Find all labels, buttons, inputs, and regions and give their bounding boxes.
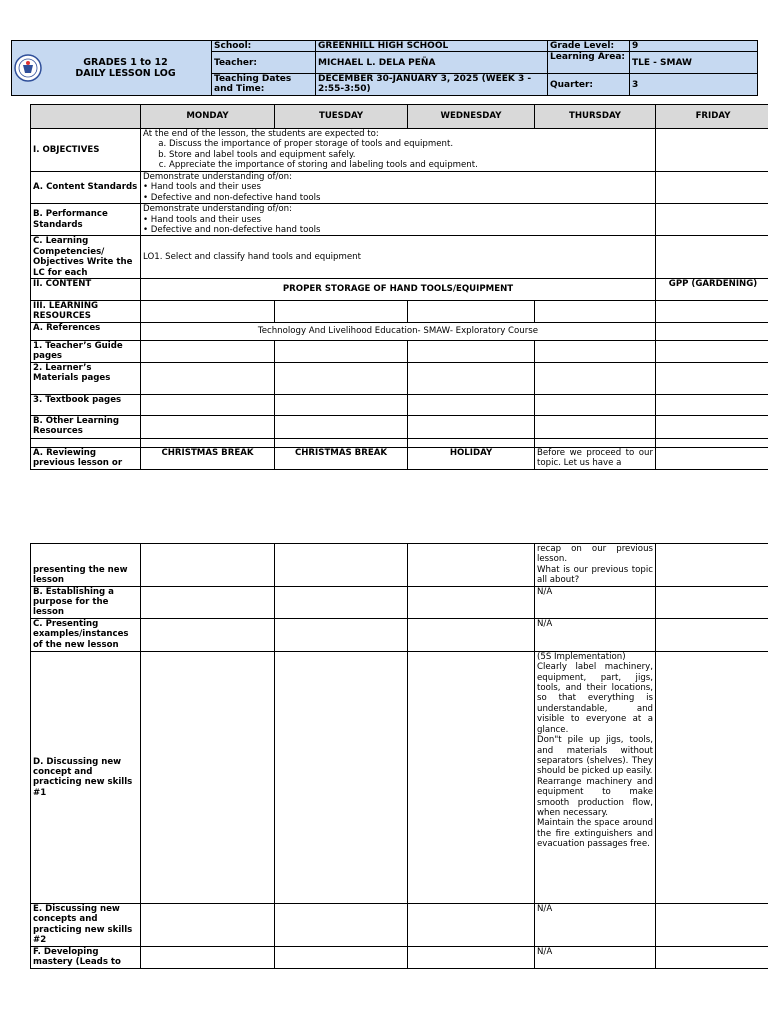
objective-item: b. Store and label tools and equipment safely. xyxy=(169,150,653,160)
empty-cell xyxy=(656,394,768,415)
objectives-label: I. OBJECTIVES xyxy=(31,129,141,172)
empty-cell xyxy=(275,903,408,946)
teachers-guide-label: 1. Teacher’s Guide pages xyxy=(31,340,141,362)
empty-cell xyxy=(656,447,768,469)
fives-item: Rearrange machinery and equipment to make smooth production flow, when necessary. xyxy=(537,776,653,818)
reviewing-monday: CHRISTMAS BREAK xyxy=(141,447,275,469)
empty-cell xyxy=(275,362,408,394)
spacer-cell xyxy=(408,438,535,447)
recap-question: What is our previous topic all about? xyxy=(537,564,653,586)
empty-cell xyxy=(656,946,768,968)
fives-heading: (5S Implementation) xyxy=(537,651,626,662)
day-header-tuesday: TUESDAY xyxy=(275,105,408,129)
teacher-label: Teacher: xyxy=(212,52,316,74)
empty-cell xyxy=(408,394,535,415)
empty-cell xyxy=(535,394,656,415)
empty-cell xyxy=(141,362,275,394)
empty-cell xyxy=(408,946,535,968)
examples-thursday: N/A xyxy=(535,618,656,651)
deped-seal-icon xyxy=(14,54,42,82)
day-header-thursday: THURSDAY xyxy=(535,105,656,129)
performance-standards-line: • Defective and non-defective hand tools xyxy=(143,225,321,236)
empty-cell xyxy=(408,586,535,618)
empty-cell xyxy=(535,301,656,323)
empty-cell xyxy=(656,322,768,340)
empty-cell xyxy=(275,340,408,362)
references-label: A. References xyxy=(31,322,141,340)
empty-cell xyxy=(408,301,535,323)
fives-item: Don"t pile up jigs, tools, and materials without separators (shelves). They should be picked up easily. xyxy=(537,735,653,777)
empty-cell xyxy=(141,651,275,903)
discussing1-label: D. Discussing new concept and practicing new skills #1 xyxy=(31,651,141,903)
reviewing-thursday-continued xyxy=(535,544,656,587)
lesson-log-table-continued xyxy=(30,543,768,969)
purpose-label: B. Establishing a purpose for the lesson xyxy=(31,586,141,618)
performance-standards-cell xyxy=(141,204,656,236)
competencies-cell: LO1. Select and classify hand tools and equipment xyxy=(141,236,656,279)
empty-cell xyxy=(141,586,275,618)
mastery-label: F. Developing mastery (Leads to xyxy=(31,946,141,968)
empty-cell xyxy=(141,618,275,651)
content-friday: GPP (GARDENING) xyxy=(656,279,768,301)
empty-cell xyxy=(275,651,408,903)
purpose-thursday: N/A xyxy=(535,586,656,618)
empty-cell xyxy=(141,394,275,415)
empty-cell xyxy=(408,618,535,651)
empty-cell xyxy=(141,946,275,968)
teacher-value: MICHAEL L. DELA PEÑA xyxy=(316,52,548,74)
dates-label: Teaching Dates and Time: xyxy=(212,74,316,96)
spacer-cell xyxy=(535,438,656,447)
recap-line: recap on our previous lesson. xyxy=(537,544,653,565)
empty-cell xyxy=(141,544,275,587)
empty-cell xyxy=(275,618,408,651)
fives-item: Maintain the space around the fire extinguishers and evacuation passages free. xyxy=(537,818,653,850)
empty-cell xyxy=(275,415,408,438)
reviewing-thursday: Before we proceed to our topic. Let us have a xyxy=(535,447,656,469)
grade-value: 9 xyxy=(630,41,758,52)
header-title-line1: GRADES 1 to 12 xyxy=(83,57,168,68)
mastery-thursday: N/A xyxy=(535,946,656,968)
empty-cell xyxy=(656,651,768,903)
empty-cell xyxy=(656,204,768,236)
empty-cell xyxy=(535,340,656,362)
quarter-label: Quarter: xyxy=(548,74,630,96)
spacer-cell xyxy=(275,438,408,447)
reviewing-tuesday: CHRISTMAS BREAK xyxy=(275,447,408,469)
empty-cell xyxy=(656,172,768,204)
empty-cell xyxy=(535,362,656,394)
lesson-log-table xyxy=(30,104,768,470)
content-cell: PROPER STORAGE OF HAND TOOLS/EQUIPMENT xyxy=(141,279,656,301)
empty-cell xyxy=(408,362,535,394)
empty-cell xyxy=(275,544,408,587)
empty-cell xyxy=(656,362,768,394)
empty-cell xyxy=(141,415,275,438)
empty-cell xyxy=(535,415,656,438)
discussing2-thursday: N/A xyxy=(535,903,656,946)
empty-cell xyxy=(656,340,768,362)
performance-standards-line: Demonstrate understanding of/on: xyxy=(143,204,292,215)
discussing2-label: E. Discussing new concepts and practicing new skills #2 xyxy=(31,903,141,946)
textbook-label: 3. Textbook pages xyxy=(31,394,141,415)
discussing1-thursday xyxy=(535,651,656,903)
school-value: GREENHILL HIGH SCHOOL xyxy=(316,41,548,52)
area-label: Learning Area: xyxy=(548,52,630,74)
area-value: TLE - SMAW xyxy=(630,52,758,74)
empty-cell xyxy=(408,415,535,438)
spacer-cell xyxy=(141,438,275,447)
header-title-line2: DAILY LESSON LOG xyxy=(75,68,176,79)
references-cell: Technology And Livelihood Education- SMAW- Exploratory Course xyxy=(141,322,656,340)
content-standards-label: A. Content Standards xyxy=(31,172,141,204)
content-standards-line: • Hand tools and their uses xyxy=(143,182,261,193)
empty-cell xyxy=(656,618,768,651)
empty-cell xyxy=(408,340,535,362)
header-table xyxy=(11,40,758,96)
day-header-monday: MONDAY xyxy=(141,105,275,129)
empty-cell xyxy=(656,415,768,438)
grade-label: Grade Level: xyxy=(548,41,630,52)
reviewing-label: A. Reviewing previous lesson or xyxy=(31,447,141,469)
empty-cell xyxy=(656,586,768,618)
content-label: II. CONTENT xyxy=(31,279,141,301)
content-standards-cell xyxy=(141,172,656,204)
learners-materials-label: 2. Learner’s Materials pages xyxy=(31,362,141,394)
spacer-cell xyxy=(31,438,141,447)
performance-standards-line: • Hand tools and their uses xyxy=(143,214,261,225)
content-standards-line: Demonstrate understanding of/on: xyxy=(143,172,292,182)
resources-label: III. LEARNING RESOURCES xyxy=(31,301,141,323)
empty-cell xyxy=(275,946,408,968)
corner-cell xyxy=(31,105,141,129)
objectives-intro: At the end of the lesson, the students are expected to: xyxy=(143,129,379,139)
empty-cell xyxy=(656,236,768,279)
empty-cell xyxy=(141,301,275,323)
empty-cell xyxy=(408,544,535,587)
empty-cell xyxy=(141,903,275,946)
other-resources-label: B. Other Learning Resources xyxy=(31,415,141,438)
empty-cell xyxy=(656,544,768,587)
day-header-wednesday: WEDNESDAY xyxy=(408,105,535,129)
objectives-friday xyxy=(656,129,768,172)
fives-item: Clearly label machinery, equipment, part, jigs, tools, and their locations, so that everything is understandable, and visible to everyone at a glance. xyxy=(537,662,653,735)
empty-cell xyxy=(275,301,408,323)
objective-item: c. Appreciate the importance of storing and labeling tools and equipment. xyxy=(169,160,653,170)
empty-cell xyxy=(275,586,408,618)
objectives-cell xyxy=(141,129,656,172)
empty-cell xyxy=(275,394,408,415)
quarter-value: 3 xyxy=(630,74,758,96)
examples-label: C. Presenting examples/instances of the new lesson xyxy=(31,618,141,651)
spacer-cell xyxy=(656,438,768,447)
empty-cell xyxy=(408,651,535,903)
reviewing-wednesday: HOLIDAY xyxy=(408,447,535,469)
empty-cell xyxy=(656,903,768,946)
empty-cell xyxy=(656,301,768,323)
objective-item: a. Discuss the importance of proper storage of tools and equipment. xyxy=(169,139,653,149)
competencies-label: C. Learning Competencies/ Objectives Write the LC for each xyxy=(31,236,141,279)
empty-cell xyxy=(408,903,535,946)
performance-standards-label: B. Performance Standards xyxy=(31,204,141,236)
reviewing-label-continued: presenting the new lesson xyxy=(31,544,141,587)
empty-cell xyxy=(141,340,275,362)
school-label: School: xyxy=(212,41,316,52)
day-header-friday: FRIDAY xyxy=(656,105,768,129)
content-standards-line: • Defective and non-defective hand tools xyxy=(143,192,321,203)
header-title-cell xyxy=(12,41,212,96)
dates-value: DECEMBER 30-JANUARY 3, 2025 (WEEK 3 - 2:55-3:50) xyxy=(316,74,548,96)
objectives-list xyxy=(143,139,653,170)
